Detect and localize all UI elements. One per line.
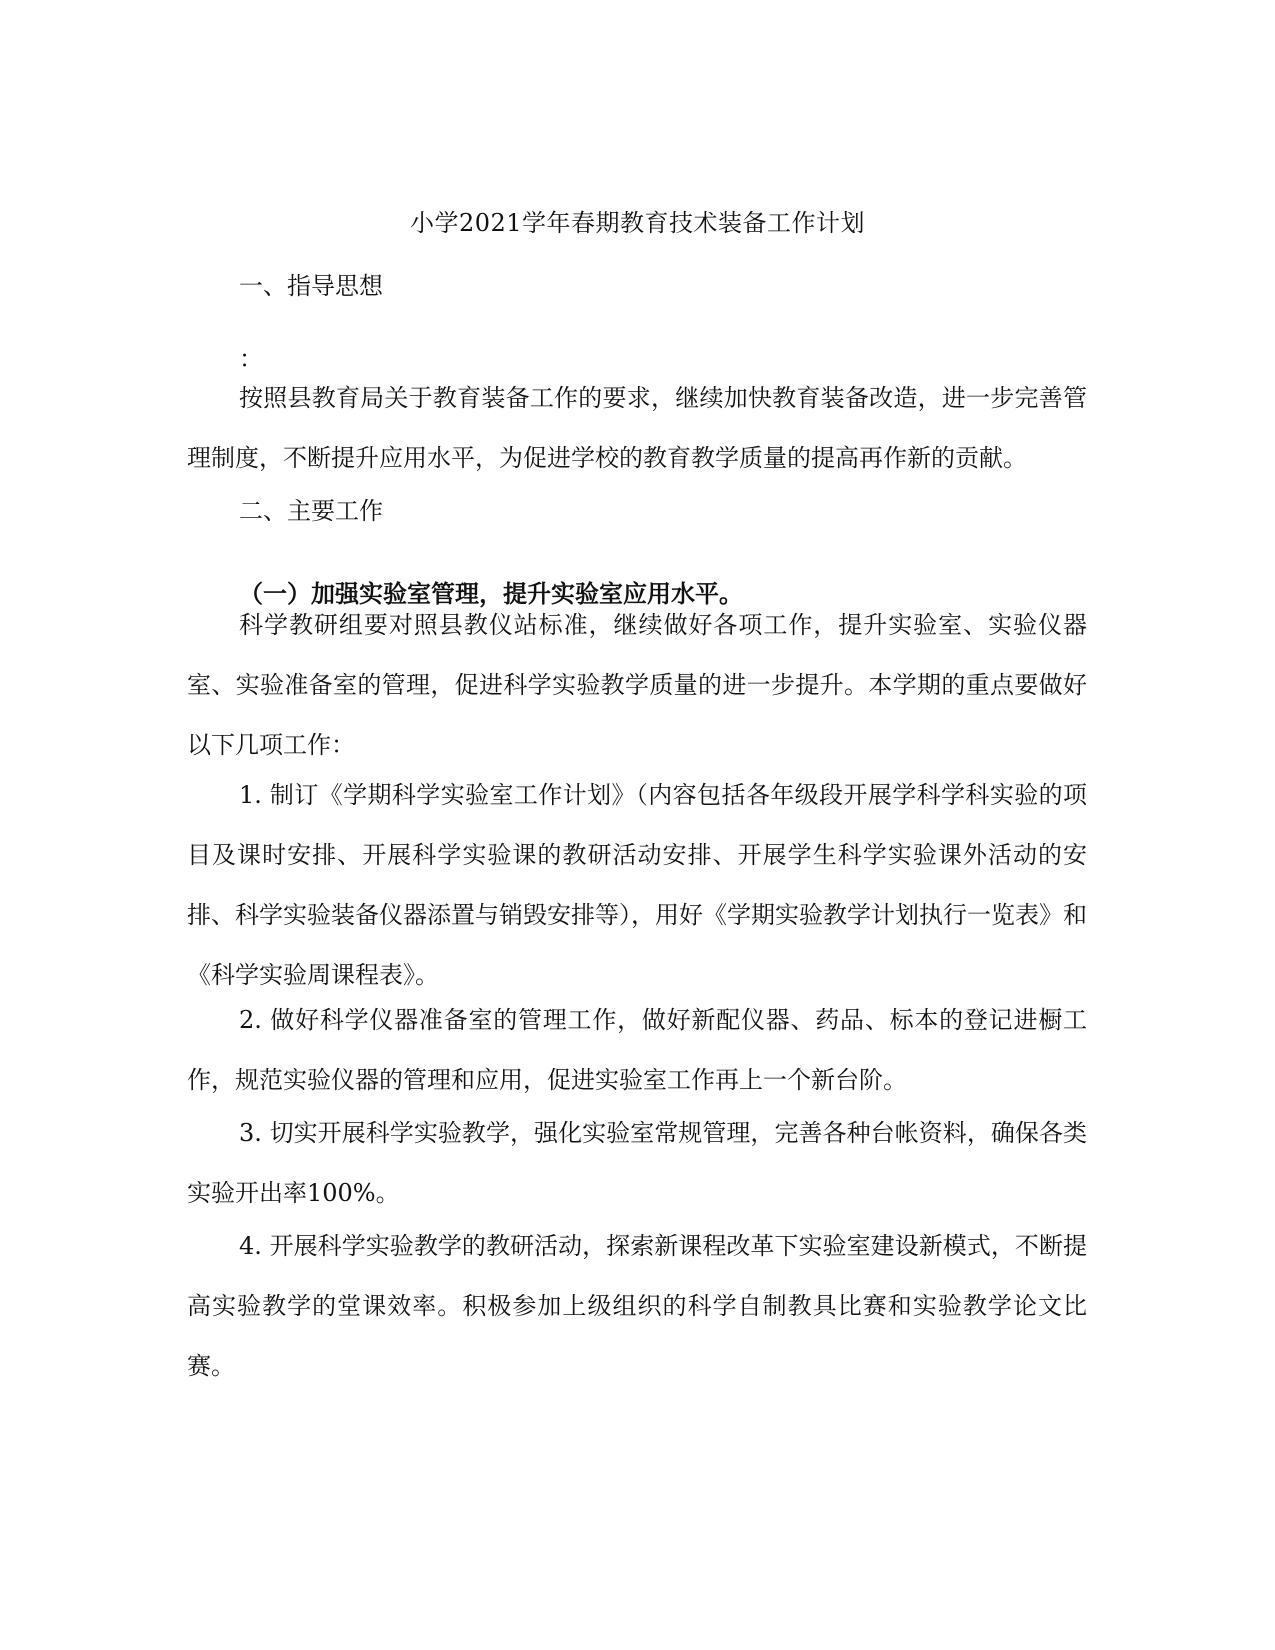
section-heading-guiding-ideology: 一、指导思想: [239, 272, 383, 300]
section-heading-main-work: 二、主要工作: [239, 497, 383, 525]
paragraph-lab-intro: 科学教研组要对照县教仪站标准，继续做好各项工作，提升实验室、实验仪器室、实验准备室的管理，促进科学实验教学质量的进一步提升。本学期的重点要做好以下几项工作：: [187, 611, 1087, 759]
paragraph-guiding-ideology: 按照县教育局关于教育装备工作的要求，继续加快教育装备改造，进一步完善管理制度，不断提升应用水平，为促进学校的教育教学质量的提高再作新的贡献。: [187, 384, 1087, 472]
document-title: 小学2021学年春期教育技术装备工作计划: [409, 209, 866, 237]
list-item-3: 3. 切实开展科学实验教学，强化实验室常规管理，完善各种台帐资料，确保各类实验开出率100%。: [187, 1119, 1087, 1207]
subsection-heading-lab-management: （一）加强实验室管理，提升实验室应用水平。: [239, 579, 743, 608]
list-item-4: 4. 开展科学实验教学的教研活动，探索新课程改革下实验室建设新模式，不断提高实验教学的堂课效率。积极参加上级组织的科学自制教具比赛和实验教学论文比赛。: [187, 1232, 1087, 1380]
list-item-2: 2. 做好科学仪器准备室的管理工作，做好新配仪器、药品、标本的登记进橱工作，规范实验仪器的管理和应用，促进实验室工作再上一个新台阶。: [187, 1006, 1087, 1094]
list-item-1: 1. 制订《学期科学实验室工作计划》（内容包括各年级段开展学科学科实验的项目及课时安排、开展科学实验课的教研活动安排、开展学生科学实验课外活动的安排、科学实验装备仪器添置与销毁安排等），用好《学期实验教学计划执行一览表》和《科学实验周课程表》。: [187, 781, 1087, 989]
colon-mark: ：: [239, 345, 263, 373]
